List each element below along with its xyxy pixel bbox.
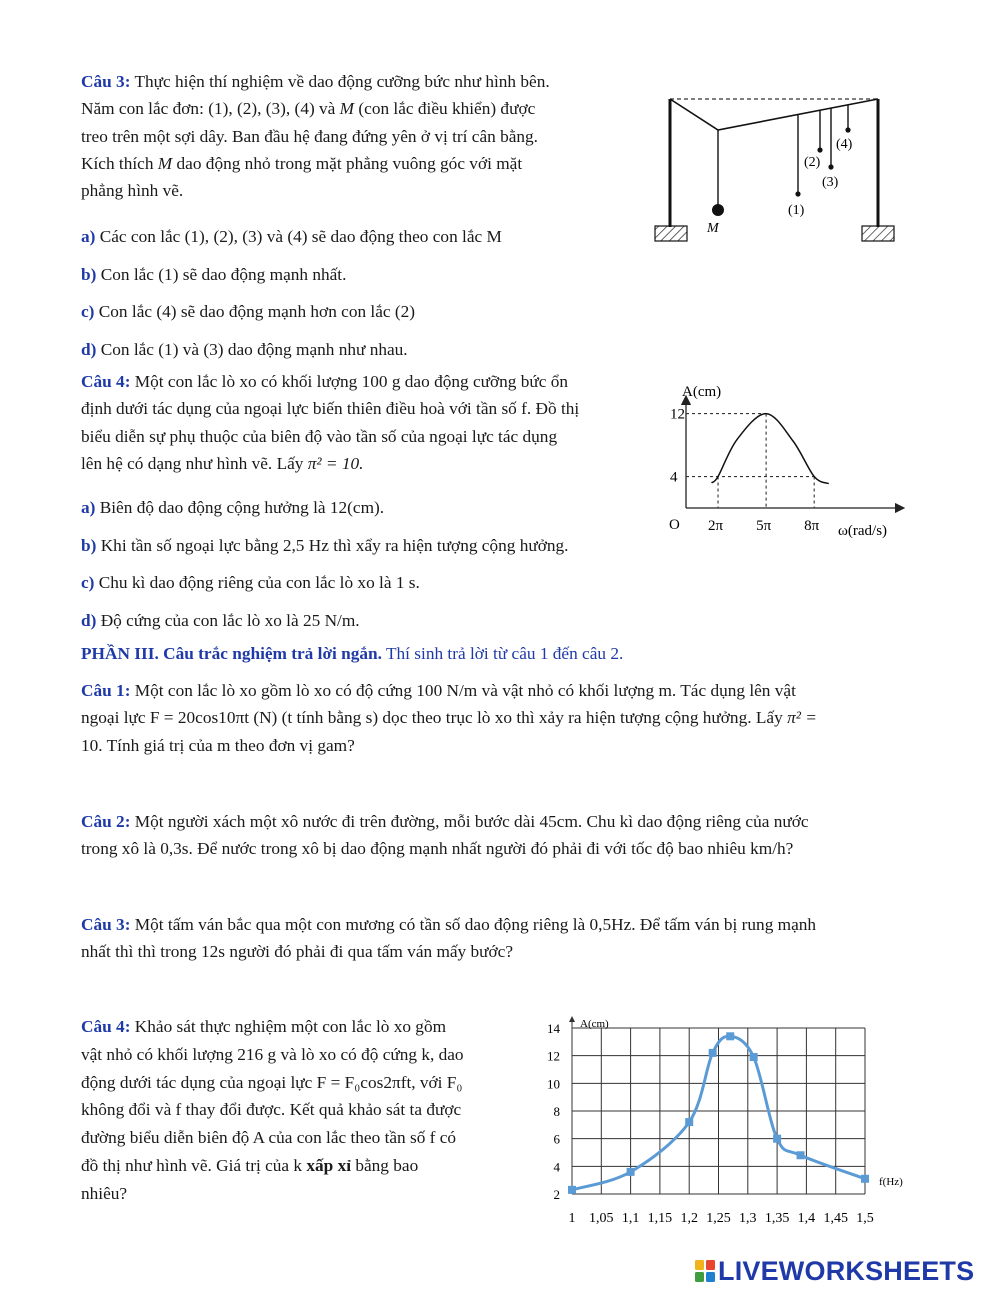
question-text: Một người xách một xô nước đi trên đường, mỗi bước dài 45cm. Chu kì dao động riêng của nước xyxy=(134,812,809,831)
question-text: Năm con lắc đơn: (1), (2), (3), (4) và xyxy=(81,99,336,119)
variable: M xyxy=(157,153,173,173)
y-tick-label: 8 xyxy=(553,1104,560,1119)
origin-label: O xyxy=(669,517,680,533)
question-text: nhiêu? xyxy=(81,1183,128,1203)
data-point xyxy=(861,1175,869,1183)
data-point xyxy=(627,1168,635,1176)
question-3-mc xyxy=(81,68,651,204)
x-tick-label: 1,2 xyxy=(680,1211,698,1226)
option-d[interactable] xyxy=(81,331,651,369)
x-tick-label: 1,15 xyxy=(647,1211,673,1226)
variable: M xyxy=(339,99,355,119)
pendulum-figure xyxy=(650,90,902,250)
x-tick-label: 2π xyxy=(708,518,724,534)
question-text: (con lắc điều khiển) được xyxy=(358,99,536,119)
label-m: M xyxy=(707,221,719,236)
data-point xyxy=(568,1186,576,1194)
option-text: Con lắc (4) sẽ dao động mạnh hơn con lắc (2) xyxy=(98,302,416,321)
option-key: b) xyxy=(81,264,97,284)
option-text: Con lắc (1) sẽ dao động mạnh nhất. xyxy=(100,264,347,284)
pendulum-3-bob xyxy=(828,164,833,169)
question-text: bằng bao xyxy=(355,1155,419,1175)
question-text: 10. Tính giá trị của m theo đơn vị gam? xyxy=(81,735,355,755)
question-4-options xyxy=(81,489,681,639)
data-point xyxy=(709,1049,717,1057)
pendulum-4-bob xyxy=(845,127,850,132)
option-text: Biên độ dao động cộng hưởng là 12(cm). xyxy=(99,498,385,517)
x-axis-label: f(Hz) xyxy=(879,1176,903,1188)
question-text: lên hệ có dạng như hình vẽ. Lấy xyxy=(81,453,304,473)
y-axis-label: A(cm) xyxy=(682,384,722,400)
math-expression: π² = 10. xyxy=(307,453,364,473)
x-tick-label: 1,4 xyxy=(797,1211,816,1226)
option-text: Các con lắc (1), (2), (3) và (4) sẽ dao động theo con lắc M xyxy=(99,227,502,246)
option-text: Con lắc (1) và (3) dao động mạnh như nhau. xyxy=(100,339,408,359)
option-text: Khi tần số ngoại lực bằng 2,5 Hz thì xẩy ra hiện tượng cộng hưởng. xyxy=(100,535,569,555)
option-key: c) xyxy=(81,573,95,592)
x-tick-label: 1,05 xyxy=(589,1211,614,1226)
liveworksheets-logo xyxy=(694,1254,974,1288)
question-text: Một tấm ván bắc qua một con mương có tần số dao động riêng là 0,5Hz. Để tấm ván bị rung mạnh xyxy=(134,915,817,934)
x-axis-label: ω(rad/s) xyxy=(838,523,888,539)
string xyxy=(670,99,878,130)
resonance-chart-frequency xyxy=(538,1012,918,1234)
option-text: Chu kì dao động riêng của con lắc lò xo là 1 s. xyxy=(98,573,420,592)
y-tick-label: 12 xyxy=(547,1048,560,1064)
question-label: Câu 3: xyxy=(81,72,131,91)
option-b[interactable] xyxy=(81,527,681,565)
resonance-chart-omega xyxy=(660,378,910,546)
y-axis-label: A(cm) xyxy=(580,1018,609,1030)
label-1: (1) xyxy=(788,203,805,218)
short-question-2 xyxy=(81,808,931,863)
question-text: phẳng hình vẽ. xyxy=(81,181,184,201)
x-tick-label: 1 xyxy=(568,1211,576,1226)
question-label: Câu 3: xyxy=(81,915,131,934)
question-text: không đổi và f thay đổi được. Kết quả khảo sát ta được xyxy=(81,1100,462,1120)
option-a[interactable] xyxy=(81,218,651,256)
short-question-4 xyxy=(81,1013,531,1208)
x-tick-label: 8π xyxy=(804,518,820,534)
question-text: đồ thị như hình vẽ. Giá trị của k xyxy=(81,1155,303,1175)
y-tick-label: 12 xyxy=(670,406,685,423)
option-text: Độ cứng của con lắc lò xo là 25 N/m. xyxy=(100,610,360,630)
pendulum-1-bob xyxy=(795,191,800,196)
option-c[interactable] xyxy=(81,564,681,602)
question-text: trong xô là 0,3s. Để nước trong xô bị dao động mạnh nhất người đó phải đi với tốc độ bao nhiêu km/h? xyxy=(81,839,794,859)
option-b[interactable] xyxy=(81,256,651,294)
question-text: treo trên một sợi dây. Ban đầu hệ đang đứng yên ở vị trí cân bằng. xyxy=(81,126,538,146)
y-axis-arrow xyxy=(569,1016,575,1022)
data-point xyxy=(750,1053,758,1061)
question-text: Một con lắc lò xo gồm lò xo có độ cứng 100 N/m và vật nhỏ có khối lượng m. Tác dụng lên vật xyxy=(134,681,796,700)
logo-text: LIVEWORKSHEETS xyxy=(718,1255,975,1286)
label-3: (3) xyxy=(822,175,839,190)
math-expression: π² = xyxy=(787,708,817,728)
y-tick-label: 2 xyxy=(553,1187,560,1202)
question-4-mc xyxy=(81,368,656,477)
option-d[interactable] xyxy=(81,602,681,640)
question-text: Khảo sát thực nghiệm một con lắc lò xo gồm xyxy=(134,1017,447,1036)
option-key: b) xyxy=(81,535,97,555)
option-c[interactable] xyxy=(81,293,651,331)
y-tick-label: 14 xyxy=(547,1021,560,1036)
y-tick-label: 10 xyxy=(547,1076,560,1092)
x-tick-label: 1,35 xyxy=(764,1211,790,1226)
x-tick-label: 1,1 xyxy=(621,1211,640,1226)
x-tick-label: 1,25 xyxy=(706,1211,731,1226)
question-label: Câu 2: xyxy=(81,812,131,831)
question-label: Câu 4: xyxy=(81,372,131,391)
data-point xyxy=(685,1118,693,1126)
question-text: động dưới tác dụng của ngoại lực F = F₀cos2πft, với F₀ xyxy=(81,1072,463,1092)
question-text: Một con lắc lò xo có khối lượng 100 g dao động cưỡng bức ổn xyxy=(134,372,569,391)
question-text: định dưới tác dụng của ngoại lực biến thiên điều hoà với tần số f. Đồ thị xyxy=(81,399,580,419)
short-question-3 xyxy=(81,911,931,966)
question-label: Câu 1: xyxy=(81,681,131,700)
data-point xyxy=(726,1032,734,1040)
question-text: nhất thì thì trong 12s người đó phải đi qua tấm ván mấy bước? xyxy=(81,942,514,962)
pendulum-m-bob xyxy=(712,204,724,216)
question-3-options xyxy=(81,218,651,368)
question-text: vật nhỏ có khối lượng 216 g và lò xo có độ cứng k, dao xyxy=(81,1044,464,1064)
data-point xyxy=(797,1151,805,1159)
y-tick-label: 4 xyxy=(553,1159,560,1175)
part-3-header xyxy=(81,640,981,667)
option-key: d) xyxy=(81,610,97,630)
y-tick-label: 6 xyxy=(553,1131,560,1147)
question-text: ngoại lực F = 20cos10πt (N) (t tính bằng s) dọc theo trục lò xo thì xảy ra hiện tượng cộng hưởng. Lấy xyxy=(81,708,783,728)
logo-icon xyxy=(694,1258,716,1284)
data-point xyxy=(773,1135,781,1143)
emphasis-text: xấp xỉ xyxy=(306,1155,352,1175)
question-text: biểu diễn sự phụ thuộc của biên độ vào tần số của ngoại lực tác dụng xyxy=(81,426,558,446)
question-text: Kích thích xyxy=(81,153,154,173)
x-tick-label: 1,5 xyxy=(856,1211,874,1226)
label-4: (4) xyxy=(836,137,853,152)
question-text: Thực hiện thí nghiệm về dao động cưỡng bức như hình bên. xyxy=(134,72,550,91)
option-key: a) xyxy=(81,498,96,517)
right-base xyxy=(862,226,894,241)
question-text: dao động nhỏ trong mặt phẳng vuông góc với mặt xyxy=(176,153,523,173)
x-tick-label: 1,45 xyxy=(823,1211,848,1226)
left-base xyxy=(655,226,687,241)
option-key: a) xyxy=(81,227,96,246)
x-tick-label: 1,3 xyxy=(739,1211,757,1226)
part-title: PHẦN III. Câu trắc nghiệm trả lời ngắn. xyxy=(81,644,382,663)
x-tick-label: 5π xyxy=(756,518,772,534)
option-a[interactable] xyxy=(81,489,681,527)
label-2: (2) xyxy=(804,155,821,170)
question-label: Câu 4: xyxy=(81,1017,131,1036)
question-text: đường biểu diễn biên độ A của con lắc theo tần số f có xyxy=(81,1128,457,1148)
option-key: c) xyxy=(81,302,95,321)
resonance-curve xyxy=(712,414,829,484)
pendulum-2-bob xyxy=(817,147,822,152)
part-subtitle: Thí sinh trả lời từ câu 1 đến câu 2. xyxy=(385,644,624,663)
y-tick-label: 4 xyxy=(670,469,678,486)
short-question-1 xyxy=(81,677,931,759)
option-key: d) xyxy=(81,339,97,359)
